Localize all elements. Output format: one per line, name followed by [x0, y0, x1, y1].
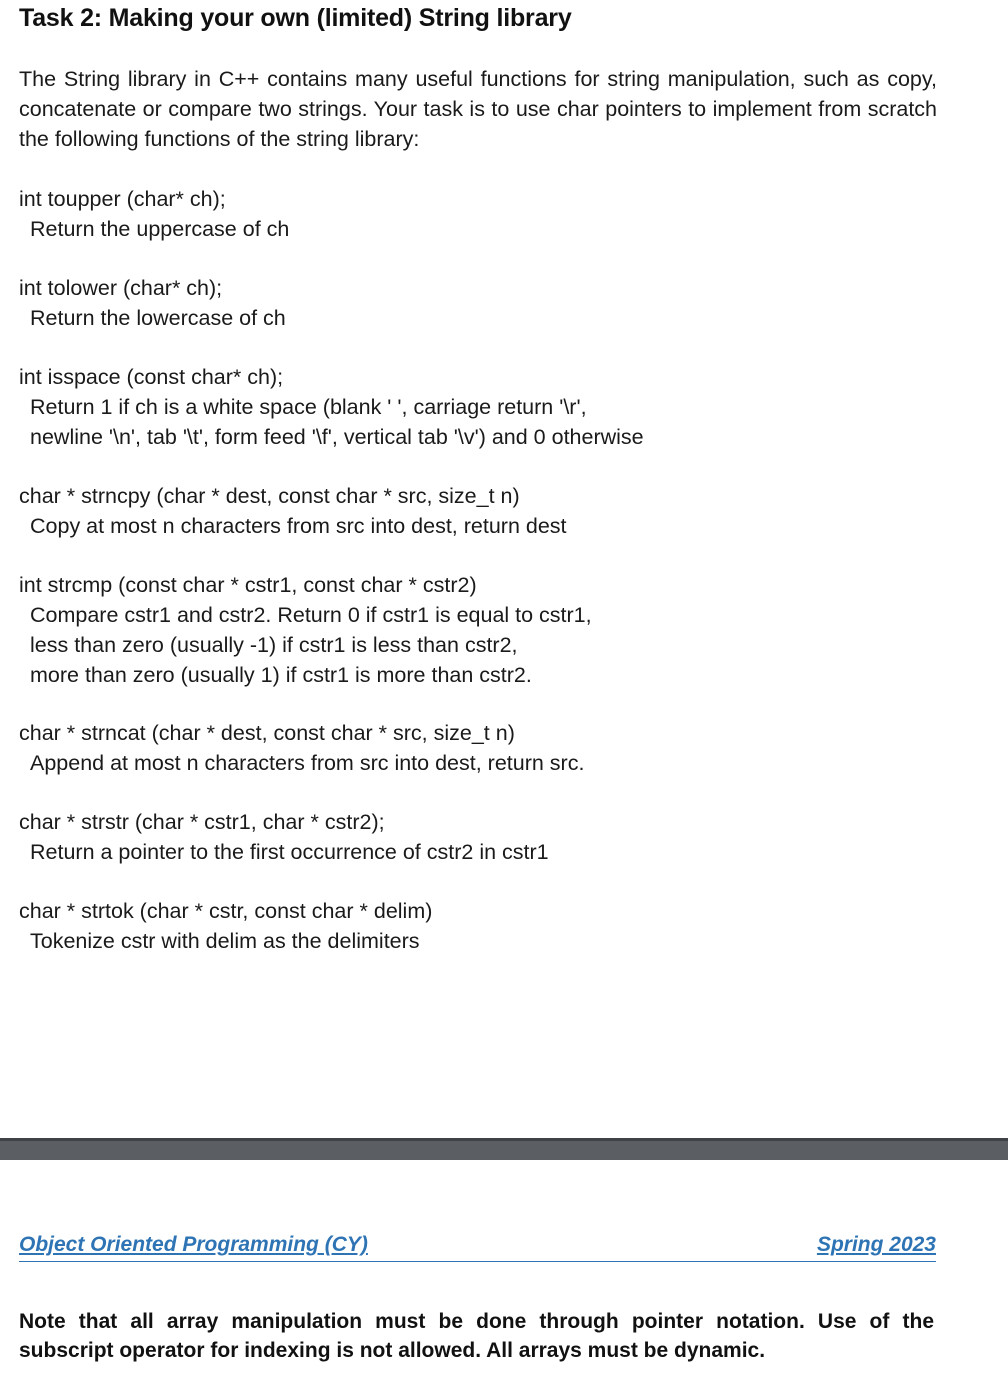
- function-strcmp: [19, 570, 979, 690]
- function-toupper: [19, 184, 979, 244]
- function-description: more than zero (usually 1) if cstr1 is more than cstr2.: [30, 663, 532, 687]
- function-description: Copy at most n characters from src into dest, return dest: [30, 514, 567, 538]
- function-description: Tokenize cstr with delim as the delimiters: [30, 929, 420, 953]
- function-signature: char * strtok (char * cstr, const char * delim): [19, 899, 433, 923]
- note-paragraph: Note that all array manipulation must be done through pointer notation. Use of the subscript operator for indexing is not allowed. All arrays must be dynamic.: [19, 1310, 934, 1362]
- function-description: Return 1 if ch is a white space (blank ' ', carriage return '\r',: [30, 395, 587, 419]
- function-description: Append at most n characters from src into dest, return src.: [30, 751, 585, 775]
- function-strtok: [19, 896, 979, 956]
- function-signature: char * strstr (char * cstr1, char * cstr2);: [19, 810, 385, 834]
- intro-paragraph: The String library in C++ contains many useful functions for string manipulation, such as copy, concatenate or compare two strings. Your task is to use char pointers to implement from scratch the following functions of the string library:: [19, 67, 937, 151]
- function-signature: int strcmp (const char * cstr1, const char * cstr2): [19, 573, 477, 597]
- course-title: Object Oriented Programming (CY): [19, 1233, 368, 1256]
- function-strstr: [19, 807, 979, 867]
- function-description: Return a pointer to the first occurrence of cstr2 in cstr1: [30, 840, 549, 864]
- function-signature: int tolower (char* ch);: [19, 276, 223, 300]
- function-description: Compare cstr1 and cstr2. Return 0 if cstr1 is equal to cstr1,: [30, 603, 592, 627]
- page-separator-edge: [0, 1138, 1008, 1141]
- function-strncat: [19, 718, 979, 778]
- page-separator: [0, 1138, 1008, 1160]
- function-description: Return the lowercase of ch: [30, 306, 286, 330]
- task-title: Task 2: Making your own (limited) String library: [19, 4, 572, 32]
- function-tolower: [19, 273, 979, 333]
- function-strncpy: [19, 481, 979, 541]
- function-description: less than zero (usually -1) if cstr1 is less than cstr2,: [30, 633, 518, 657]
- function-description: Return the uppercase of ch: [30, 217, 290, 241]
- function-signature: int isspace (const char* ch);: [19, 365, 284, 389]
- function-signature: char * strncpy (char * dest, const char * src, size_t n): [19, 484, 520, 508]
- semester-label: Spring 2023: [816, 1233, 936, 1256]
- function-signature: int toupper (char* ch);: [19, 187, 226, 211]
- function-isspace: [19, 362, 979, 452]
- function-signature: char * strncat (char * dest, const char * src, size_t n): [19, 721, 515, 745]
- page-header: [19, 1231, 936, 1262]
- function-description: newline '\n', tab '\t', form feed '\f', vertical tab '\v') and 0 otherwise: [30, 425, 644, 449]
